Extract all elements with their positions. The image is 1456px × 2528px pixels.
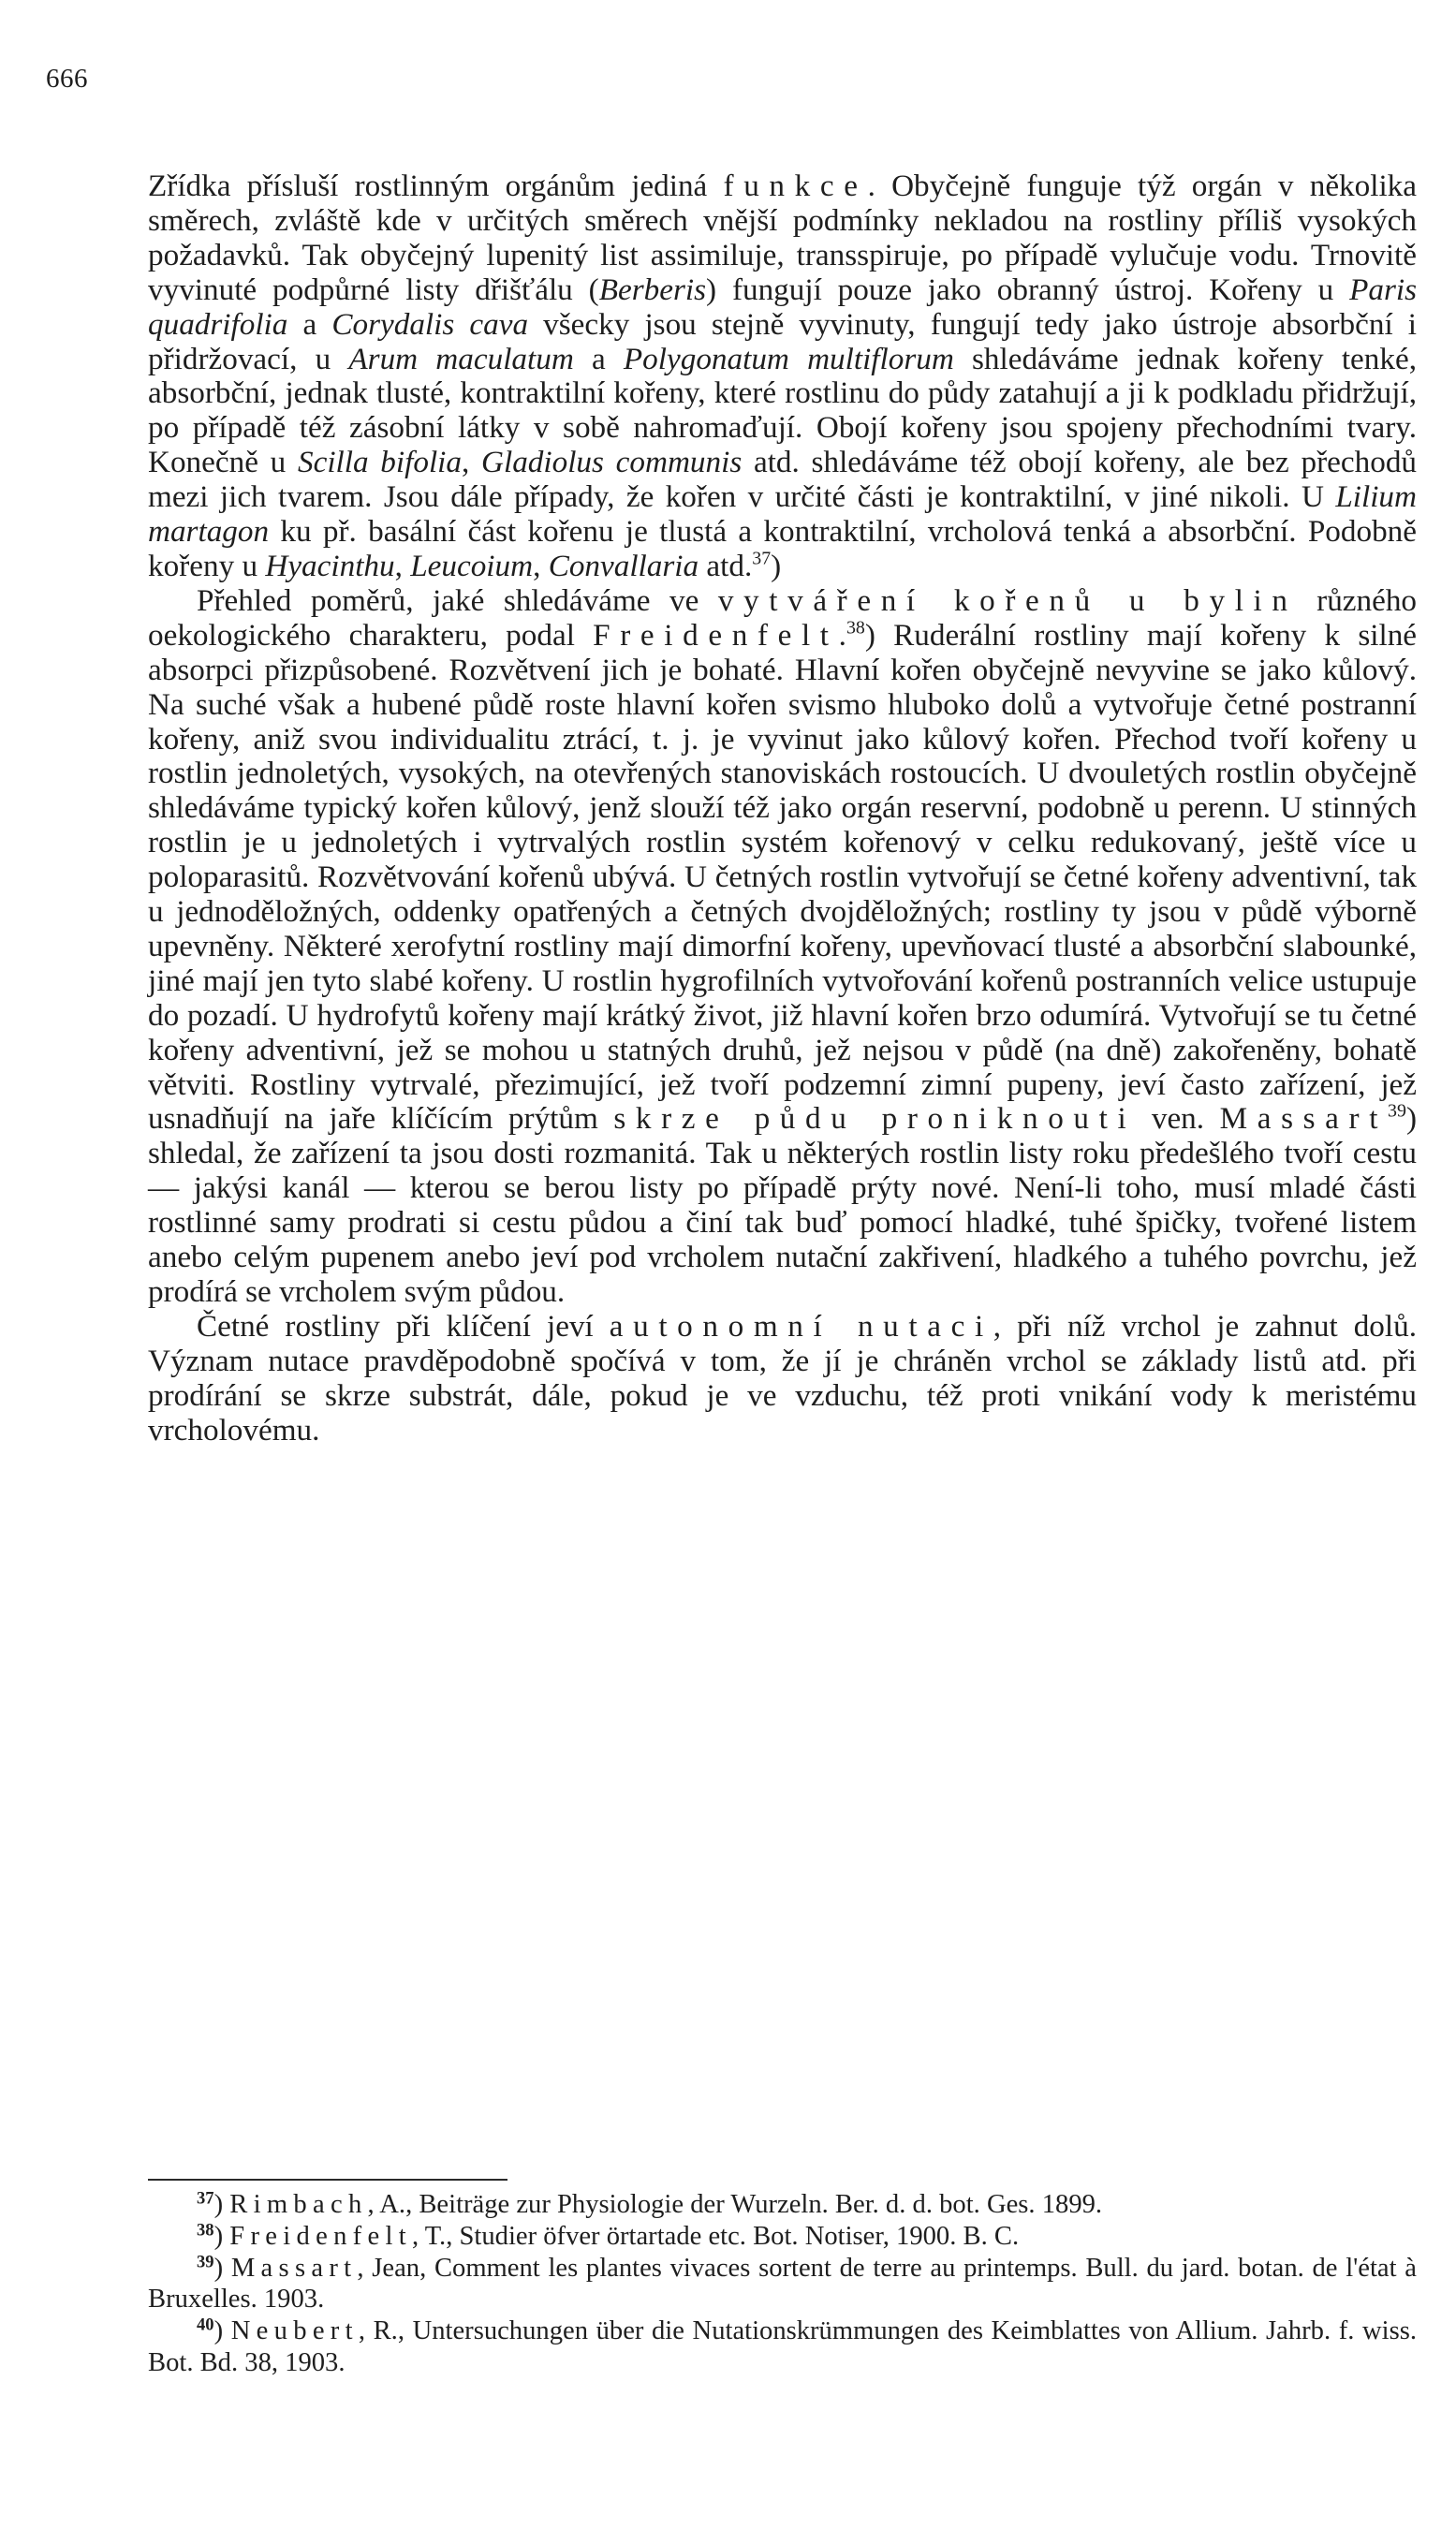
text-run: , bbox=[394, 548, 403, 583]
text-run: . Obyčejně funguje týž orgán v několika směrech, zvláště kde v určitých směrech vnější podmínky nekladou na rostliny příliš vysokých požadavků. Tak obyčejný lupenitý list assimiluje, transspiruje, po případě vylučuje vodu. Trnovitě vyvinuté podpůrné listy dřišťálu ( bbox=[148, 169, 1418, 307]
text-run: Přehled poměrů, jaké shledáváme ve bbox=[197, 582, 699, 618]
footnote-paren: ) bbox=[213, 2221, 224, 2251]
taxon-name: Scilla bifolia bbox=[298, 445, 462, 480]
text-run: a bbox=[302, 306, 317, 342]
footnote bbox=[148, 2315, 1417, 2379]
paragraph-1 bbox=[148, 169, 1417, 584]
text-run: ku př. basální část kořenu je tlustá a kontraktilní, vrcholová tenká a absorbční. Podobně kořeny u bbox=[148, 514, 1417, 583]
text-run: , bbox=[461, 445, 470, 480]
footnote-author: Rimbach bbox=[229, 2190, 368, 2219]
footnote bbox=[148, 2189, 1417, 2221]
footnote-mark: 40 bbox=[197, 2315, 214, 2335]
paragraph-2 bbox=[148, 584, 1417, 1310]
footnote-author: Freidenfelt bbox=[229, 2221, 412, 2251]
spaced-term: autonomní nutaci bbox=[609, 1308, 993, 1344]
text-run: všecky jsou stejně vyvinuty, fungují tedy jako ústroje absorbční i přidržovací, u bbox=[148, 306, 1418, 376]
taxon-name: Lilium martagon bbox=[148, 479, 1417, 550]
text-run: Četné rostliny při klíčení jeví bbox=[197, 1308, 594, 1344]
text-run: shledáváme jednak kořeny tenké, absorbční, jednak tlusté, kontraktilní kořeny, které rostlinu do půdy zatahují a ji k podkladu přidržují, po případě též zásobní látky v sobě nahromaďují. Obojí kořeny jsou spojeny přechodními tvary. Konečně u bbox=[148, 341, 1417, 480]
text-run: . bbox=[838, 617, 846, 653]
text-run: různého oekologického charakteru, podal bbox=[148, 582, 1418, 653]
taxon-name: Paris quadrifolia bbox=[148, 272, 1417, 342]
text-run: , při níž vrchol je zahnut dolů. Význam nutace pravděpodobně spočívá v tom, že jí je chráněn vrchol se základy listů atd. při prodírání se skrze substrát, dále, pokud je ve vzduchu, též proti vnikání vody k meristému vrcholovému. bbox=[148, 1308, 1417, 1448]
footnote-text: , A., Beiträge zur Physiologie der Wurzeln. Ber. d. d. bot. Ges. 1899. bbox=[367, 2190, 1103, 2219]
footnote-ref-39[interactable]: 39 bbox=[1388, 1101, 1406, 1123]
paragraph-3 bbox=[148, 1310, 1417, 1448]
text-run: Zřídka přísluší rostlinným orgánům jediná bbox=[148, 169, 708, 203]
body-text bbox=[148, 169, 1417, 1448]
footnote-mark: 39 bbox=[197, 2252, 214, 2272]
spaced-author-massart: Massart bbox=[1219, 1101, 1389, 1137]
text-run: ) Ruderální rostliny mají kořeny k silné absorpci přizpůsobené. Rozvětvení jich je bohaté. Hlavní kořen obyčejně nevyvine se jako kůlový. Na suché však a hubené půdě roste hlavní kořen svismo hluboko dolů a vytvořuje četné postranní kořeny, aniž svou individualitu ztrácí, t. j. je vyvinut jako kůlový kořen. Přechod tvoří kořeny u rostlin jednoletých, vysokých, na otevřených stanoviskách rostoucích. U dvouletých rostlin obyčejně shledáváme typický kořen kůlový, jenž slouží též jako orgán reservní, podobně u perenn. U stinných rostlin je u jednoletých i vytrvalých rostlin systém kořenový v celku redukovaný, ještě více u poloparasitů. Rozvětvování kořenů ubývá. U četných rostlin vytvořují se četné kořeny adventivní, tak u jednoděložných, oddenky opatřených a četných dvojděložných; rostliny ty jsou v půdě výborně upevněny. Některé xerofytní rostliny mají dimorfní kořeny, upevňovací tlusté a absorbční slabounké, jiné mají jen tyto slabé kořeny. U rostlin hygrofilních vytvořování kořenů postranních velice ustupuje do pozadí. U hydrofytů kořeny mají krátký život, již hlavní kořen brzo odumírá. Vytvořují se tu četné kořeny adventivní, jež se mohou u statných druhů, jež nejsou v půdě (na dně) zakořeněny, bohatě větviti. Rostliny vytrvalé, přezimující, jež tvoří podzemní zimní pupeny, jeví často zařízení, jež usnadňují na jaře klíčícím prýtům bbox=[148, 617, 1418, 1137]
footnote bbox=[148, 2253, 1417, 2316]
footnote-mark: 37 bbox=[197, 2188, 214, 2209]
text-run: U bbox=[1301, 479, 1324, 515]
text-run: ) shledal, že zařízení ta jsou dosti rozmanitá. Tak u některých rostlin listy roku předešlého tvoří cestu — jakýsi kanál — kterou se berou listy po případě prýty nové. Není-li toho, musí mladé části rostlinné samy prodrati si cestu půdou a činí tak buď pomocí hladké, tuhé špičky, tvořené listem anebo celým pupenem anebo jeví pod vrcholem nutační zakřivení, hladkého a tuhého povrchu, jež prodírá se vrcholem svým půdou. bbox=[148, 1101, 1418, 1309]
taxon-name: Convallaria bbox=[548, 548, 699, 583]
taxon-name: Polygonatum multiflorum bbox=[623, 341, 954, 376]
text-run: ) fungují pouze jako obranný ústroj. Kořeny u bbox=[706, 272, 1334, 307]
text-run: a bbox=[591, 341, 606, 376]
taxon-name: Hyacinthu bbox=[265, 548, 395, 583]
footnote-mark: 38 bbox=[197, 2220, 214, 2241]
text-run: ven. bbox=[1151, 1101, 1205, 1137]
text-run: atd. bbox=[706, 548, 753, 583]
taxon-name: Leucoium bbox=[410, 548, 534, 583]
footnote-separator bbox=[148, 2179, 507, 2181]
spaced-author-freidenfelt: Freidenfelt bbox=[593, 617, 839, 653]
footnote-text: , Jean, Comment les plantes vivaces sortent de terre au printemps. Bull. du jard. botan. de l'état à Bruxelles. 1903. bbox=[148, 2253, 1417, 2315]
taxon-name: Berberis bbox=[598, 272, 707, 307]
footnotes bbox=[148, 2189, 1417, 2379]
taxon-name: Corydalis cava bbox=[331, 306, 529, 342]
footnote-paren: ) bbox=[213, 2190, 224, 2219]
taxon-name: Gladiolus communis bbox=[481, 445, 743, 480]
footnote-text: , R., Untersuchungen über die Nutationskrümmungen des Keimblattes von Allium. Jahrb. f. wiss. Bot. Bd. 38, 1903. bbox=[148, 2316, 1417, 2377]
spaced-term: vytváření kořenů u bylin bbox=[717, 582, 1298, 618]
footnote-paren: ) bbox=[213, 2253, 224, 2283]
spaced-term: skrze půdu proniknouti bbox=[613, 1101, 1137, 1137]
footnote-text: , T., Studier öfver örtartade etc. Bot. Notiser, 1900. B. C. bbox=[411, 2221, 1020, 2251]
footnote-author: Neubert bbox=[230, 2316, 359, 2346]
footnote-author: Massart bbox=[230, 2253, 358, 2283]
text-run: ) bbox=[771, 548, 782, 583]
page-number: 666 bbox=[46, 64, 88, 94]
footnote-paren: ) bbox=[213, 2316, 224, 2346]
spaced-term-funkce: funkce bbox=[723, 169, 868, 203]
footnote-ref-38[interactable]: 38 bbox=[846, 617, 865, 639]
text-run: atd. shledáváme též obojí kořeny, ale bez přechodů mezi jich tvarem. Jsou dále případy, že kořen v určité části je kontraktilní, v jiné nikoli. bbox=[148, 445, 1418, 515]
taxon-name: Arum maculatum bbox=[348, 341, 574, 376]
footnote bbox=[148, 2221, 1417, 2253]
footnote-ref-37[interactable]: 37 bbox=[752, 548, 772, 569]
text-run: , bbox=[533, 548, 541, 583]
